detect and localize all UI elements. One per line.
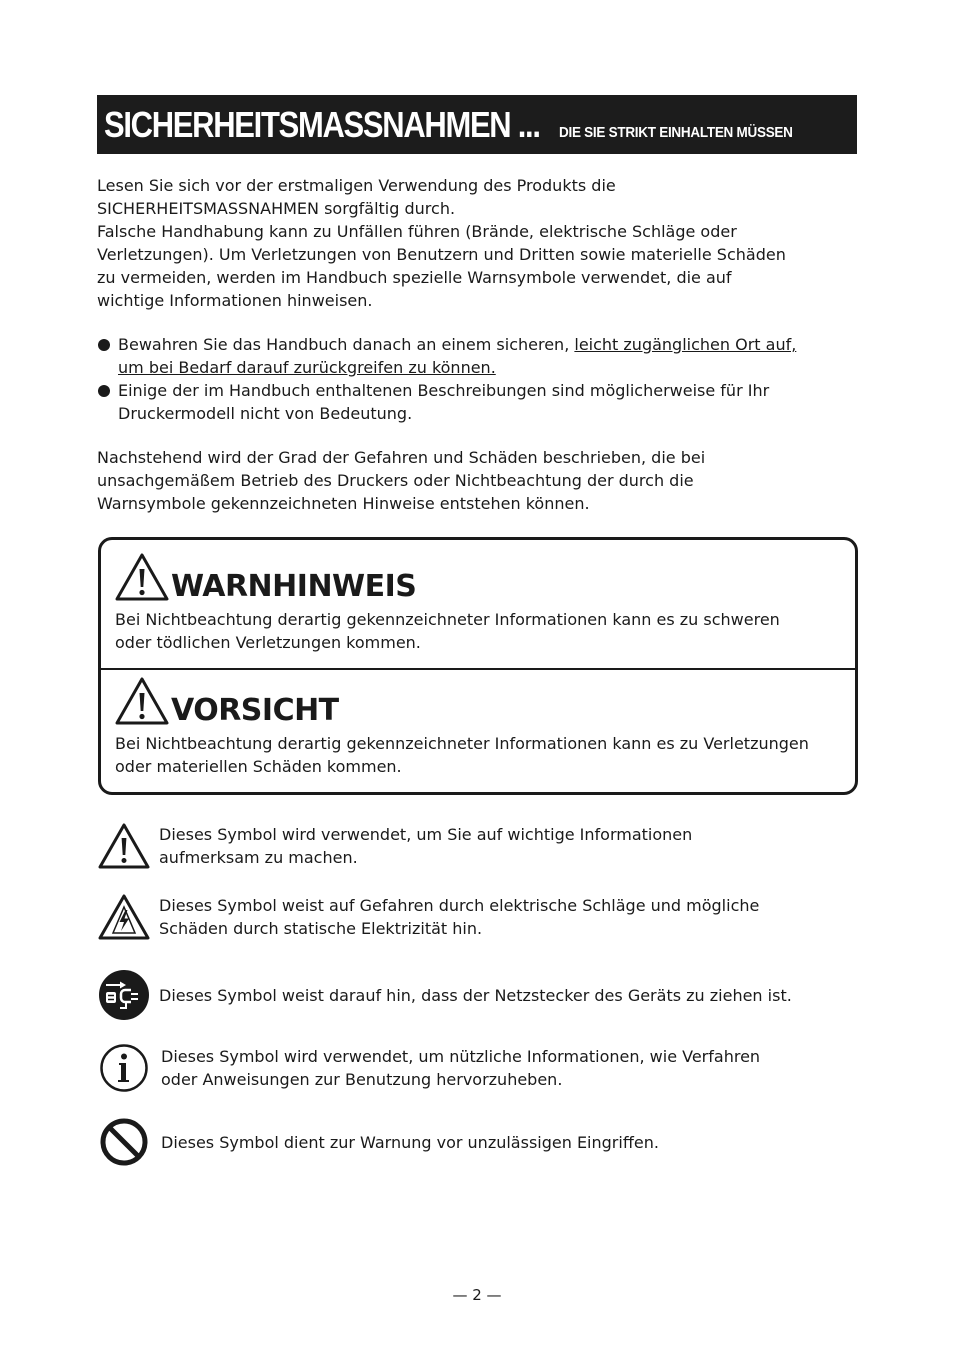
warning-triangle-icon [115,552,169,602]
unplug-icon [98,968,150,1022]
symbol-description: Dieses Symbol weist auf Gefahren durch elektrische Schläge und mögliche [159,896,760,915]
intro-line: Falsche Handhabung kann zu Unfällen führen (Brände, elektrische Schläge oder [97,222,737,241]
electric-shock-icon [98,893,150,941]
intro-line: SICHERHEITSMASSNAHMEN sorgfältig durch. [97,199,456,218]
paragraph-line: Warnsymbole gekennzeichneten Hinweise entstehen können. [97,494,590,513]
header-subtitle: DIE SIE STRIKT EINHALTEN MÜSSEN [558,124,793,141]
caution-text: Bei Nichtbeachtung derartig gekennzeichneter Informationen kann es zu Verletzungen [115,734,809,753]
symbol-description: Dieses Symbol weist darauf hin, dass der Netzstecker des Geräts zu ziehen ist. [159,985,792,1005]
warning-triangle-icon [98,822,150,870]
bullet-dot-icon [98,339,110,351]
info-icon [99,1043,149,1093]
symbol-description: Schäden durch statische Elektrizität hin. [159,919,483,938]
paragraph-line: Nachstehend wird der Grad der Gefahren und Schäden beschrieben, die bei [97,448,706,467]
symbol-description: Dieses Symbol wird verwendet, um Sie auf wichtige Informationen [159,825,693,844]
bullet-list [97,333,862,425]
page-number: — 2 — [452,1286,502,1304]
intro-line: Lesen Sie sich vor der erstmaligen Verwendung des Produkts die [97,176,616,195]
symbol-legend-item [97,1043,861,1093]
symbol-description: Dieses Symbol dient zur Warnung vor unzulässigen Eingriffen. [161,1132,659,1152]
bullet-dot-icon [98,385,110,397]
caution-text: oder materiellen Schäden kommen. [115,757,402,776]
symbol-description: oder Anweisungen zur Benutzung hervorzuheben. [161,1070,563,1089]
bullet-text: Einige der im Handbuch enthaltenen Beschreibungen sind möglicherweise für Ihr [118,381,770,400]
symbol-description: aufmerksam zu machen. [159,848,358,867]
bullet-text: Druckermodell nicht von Bedeutung. [118,404,413,423]
symbol-description: Dieses Symbol wird verwendet, um nützliche Informationen, wie Verfahren [161,1047,761,1066]
prohibited-icon [99,1117,149,1167]
intro-line: wichtige Informationen hinweisen. [97,291,373,310]
symbol-legend-item [97,1117,861,1167]
paragraph-line: unsachgemäßem Betrieb des Druckers oder Nichtbeachtung der durch die [97,471,694,490]
bullet-underlined-text: leicht zugänglichen Ort auf, [574,335,797,354]
caution-title: VORSICHT [171,693,339,728]
bullet-underlined-text: um bei Bedarf darauf zurückgreifen zu können. [118,358,496,377]
bullet-item [97,379,862,425]
warning-text: oder tödlichen Verletzungen kommen. [115,633,421,652]
section-divider [101,668,855,670]
warning-text: Bei Nichtbeachtung derartig gekennzeichneter Informationen kann es zu schweren [115,610,780,629]
hazard-description-paragraph [97,446,857,515]
warning-triangle-icon [115,676,169,726]
symbol-legend-item [97,968,859,1022]
intro-paragraph [97,174,857,312]
bullet-item [97,333,862,379]
warning-title: WARNHINWEIS [171,569,417,604]
header-title: SICHERHEITSMASSNAHMEN ... [104,104,540,145]
symbol-legend-item [97,822,859,870]
symbol-legend-item [97,893,859,941]
page-header [97,95,857,154]
bullet-text: Bewahren Sie das Handbuch danach an einem sicheren, [118,335,575,354]
intro-line: zu vermeiden, werden im Handbuch spezielle Warnsymbole verwendet, die auf [97,268,732,287]
caution-section [115,674,845,778]
hazard-levels-box [98,537,858,795]
warning-section [115,550,845,654]
intro-line: Verletzungen). Um Verletzungen von Benutzern und Dritten sowie materielle Schäden [97,245,786,264]
